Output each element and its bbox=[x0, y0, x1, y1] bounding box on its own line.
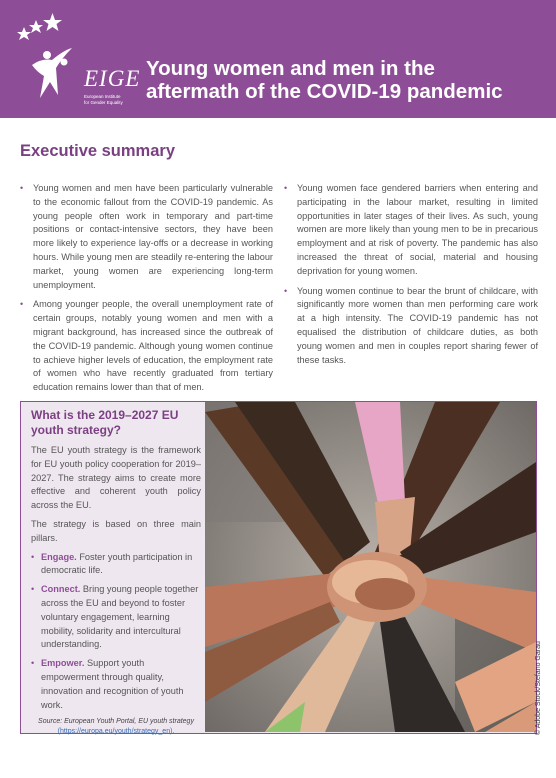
header-banner bbox=[0, 0, 556, 118]
summary-bullet: • Young women continue to bear the brunt of childcare, with significantly more women than men performing care work at a high intensity. The COVID-19 pandemic has not equalised the distribution of childcare duties, as both young women and men in couples report sharing fewer of these tasks. bbox=[284, 285, 538, 368]
eige-logo bbox=[12, 10, 141, 110]
box-title: What is the 2019–2027 EU youth strategy? bbox=[31, 408, 179, 437]
box-paragraph: The EU youth strategy is the framework for EU youth policy cooperation for 2019–2027. The strategy aims to create more effective and coherent youth policy across the EU. bbox=[31, 445, 201, 511]
source-text: European Youth Portal, EU youth strategy bbox=[64, 718, 194, 726]
youth-strategy-box bbox=[20, 401, 537, 734]
summary-bullet: • Young women and men have been particularly vulnerable to the economic fallout from the COVID-19 pandemic. As young people often work in temporary and part-time positions or contact-intensive sectors, they have been more likely to experience lay-offs or a decrease in working hours. While young men are steadily re-entering the labour market, young women are experiencing long-term unemployment. bbox=[20, 182, 273, 292]
pillars-list bbox=[31, 551, 201, 713]
summary-bullet: • Among younger people, the overall unemployment rate of certain groups, notably young women and men with a migrant background, has increased since the outbreak of the COVID-19 pandemic. Although young women continue to achieve higher levels of education, the employment rate of women who have recently graduated from tertiary education remains lower than that of men. bbox=[20, 298, 273, 395]
pillar-item bbox=[31, 551, 201, 579]
hands-together-photo bbox=[205, 402, 536, 732]
pillar-name: Connect. bbox=[41, 584, 81, 595]
pillar-text: Bring young people together across the EU and beyond to foster voluntary engagement, learning mobility, solidarity and intercultural understanding. bbox=[41, 584, 199, 650]
youth-strategy-text bbox=[31, 408, 201, 737]
executive-summary-heading: Executive summary bbox=[20, 142, 176, 160]
logo-subtitle-line2: for Gender Equality bbox=[84, 100, 123, 105]
box-source bbox=[31, 717, 201, 737]
summary-right-column bbox=[284, 182, 538, 373]
photo-credit: © Adobe Stock/Stefano Garau bbox=[535, 641, 542, 735]
logo-subtitle-line1: European Institute bbox=[84, 94, 121, 99]
pillar-item bbox=[31, 657, 201, 712]
pillar-text: Support youth empowerment through quality, innovation and recognition of youth work. bbox=[41, 658, 184, 710]
summary-left-column bbox=[20, 182, 273, 401]
pillar-text: Foster youth participation in democratic life. bbox=[41, 551, 193, 576]
pillar-name: Empower. bbox=[41, 658, 85, 669]
summary-bullet: • Young women face gendered barriers when entering and participating in the labour market, resulting in limited opportunities in later stages of their lives. As such, young women are more likely than young men to be in precarious employment and at risk of poverty. The pandemic has also increased the threat of social, material and housing deprivation for young women. bbox=[284, 182, 538, 279]
page-title-line1: Young women and men in the bbox=[146, 57, 435, 80]
pillar-name: Engage. bbox=[41, 551, 77, 562]
page-title-line2: aftermath of the COVID-19 pandemic bbox=[146, 80, 503, 103]
page-title bbox=[146, 57, 546, 103]
box-paragraph: The strategy is based on three main pillars. bbox=[31, 518, 201, 543]
logo-subtitle bbox=[84, 94, 144, 106]
pillar-item bbox=[31, 583, 201, 652]
source-link[interactable]: (https://europa.eu/youth/strategy_en). bbox=[57, 728, 175, 736]
logo-wordmark: EIGE bbox=[84, 66, 141, 91]
hands-photo-illustration bbox=[205, 402, 536, 732]
source-label: Source: bbox=[38, 718, 63, 726]
